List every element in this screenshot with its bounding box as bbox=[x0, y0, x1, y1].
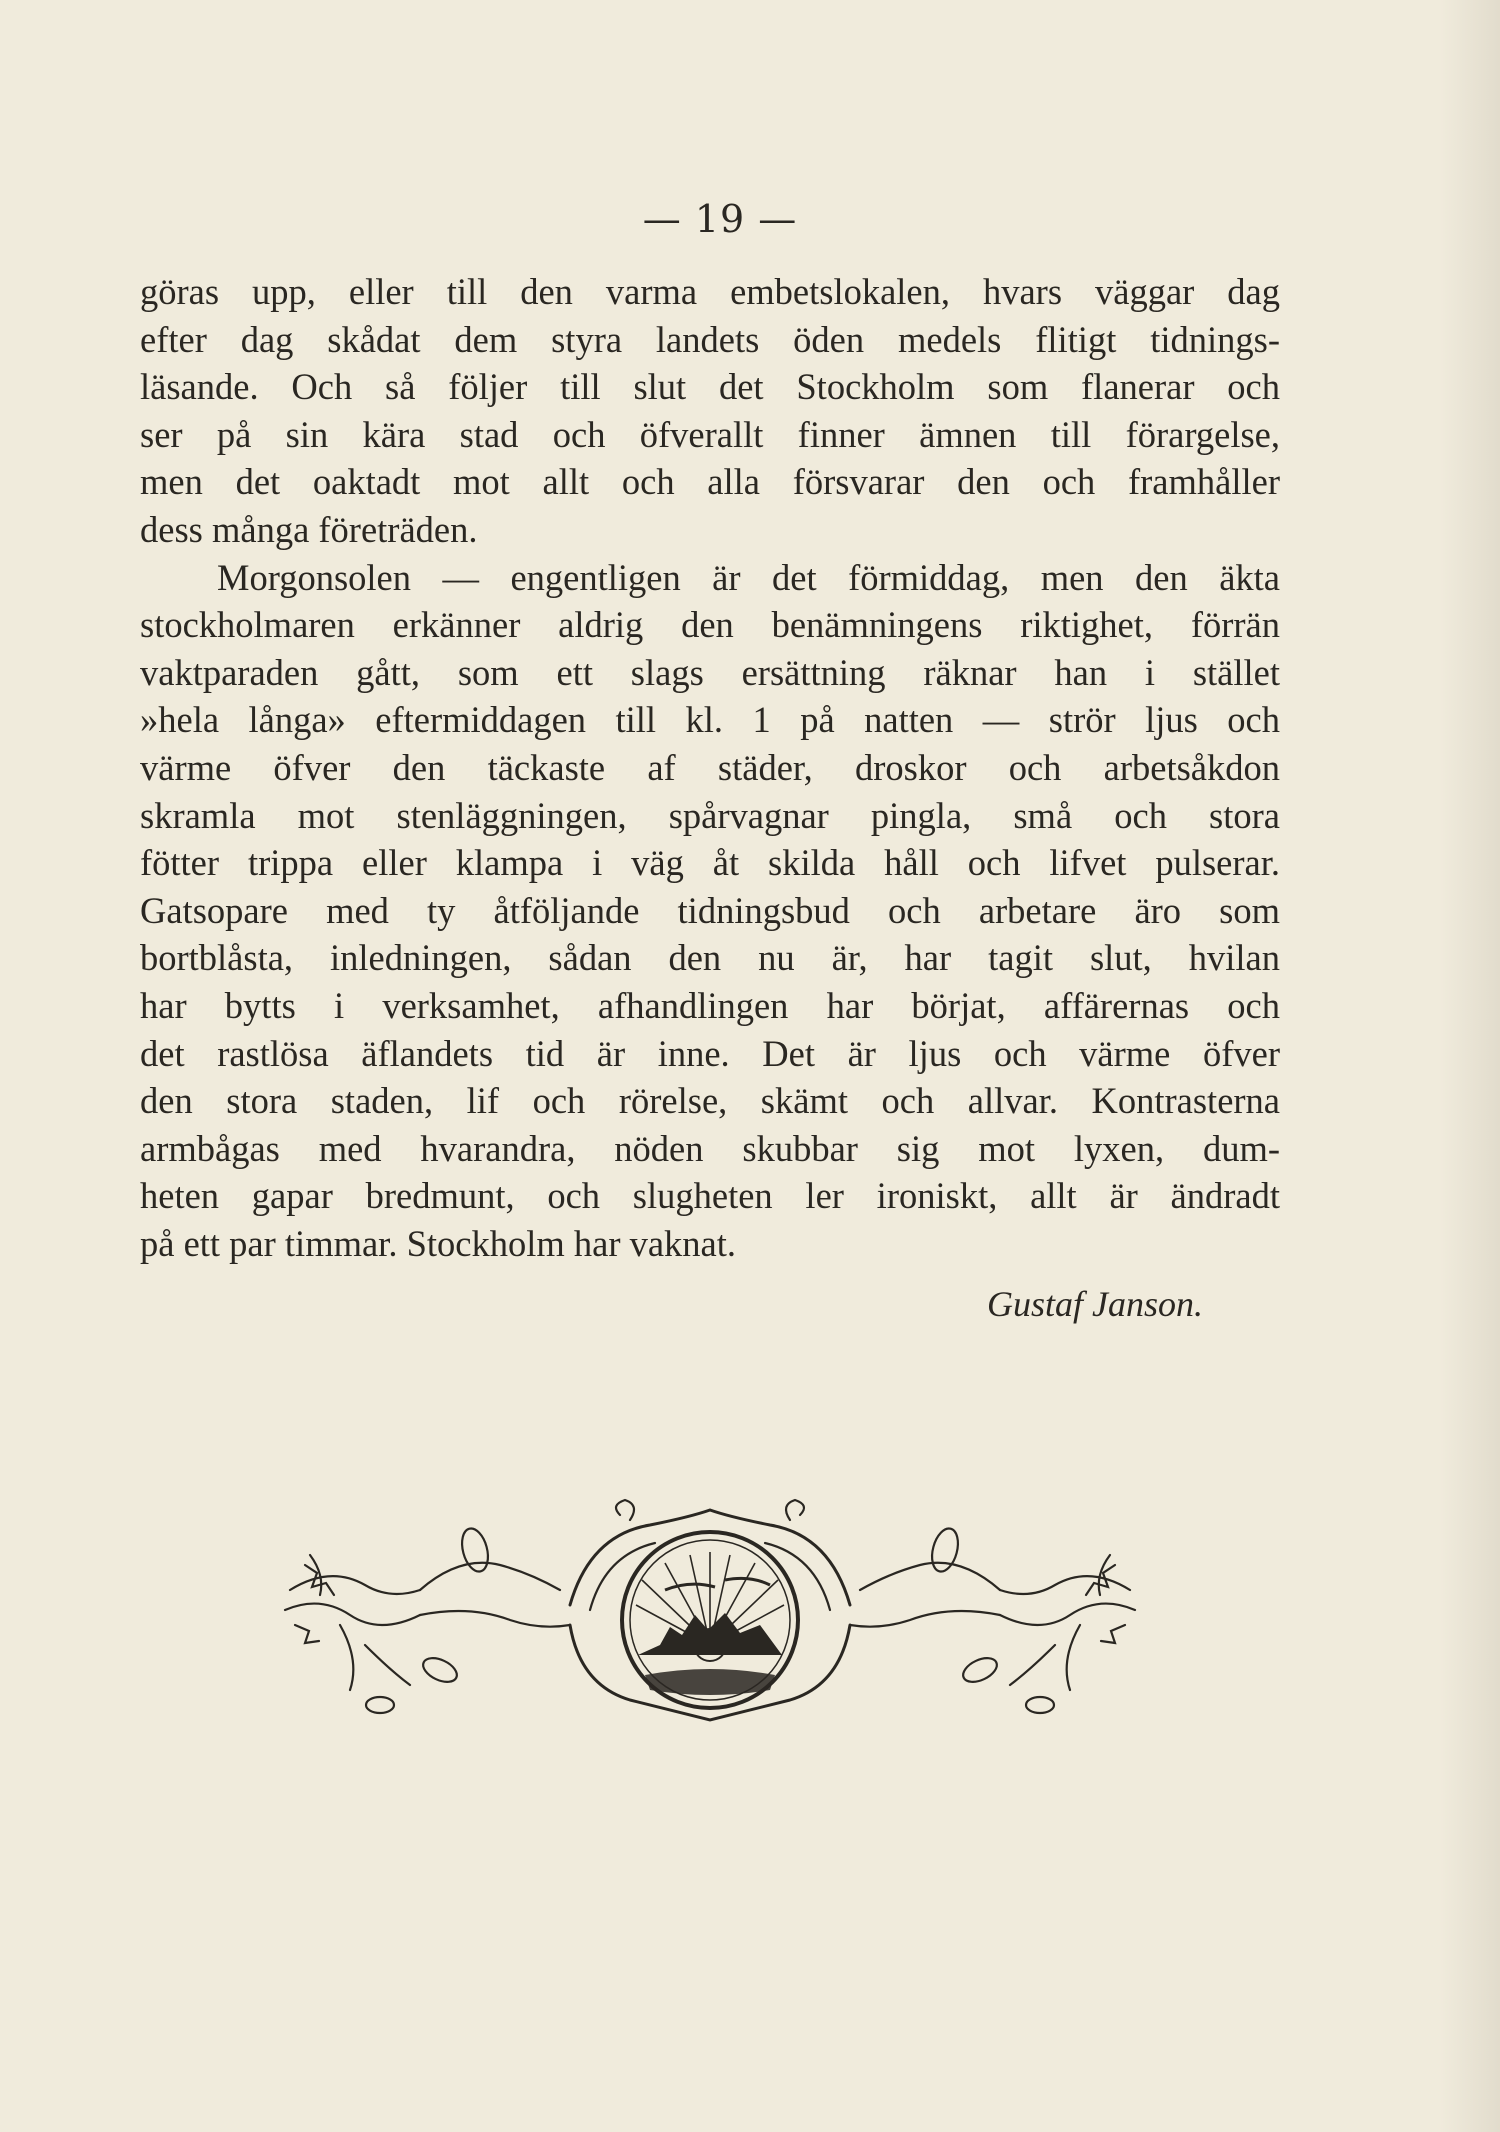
text-line: armbågas med hvarandra, nöden skubbar sig mot lyxen, dum- bbox=[140, 1127, 1280, 1169]
page-number: — 19 — bbox=[642, 197, 798, 241]
text-line: läsande. Och så följer till slut det Stockholm som flanerar och bbox=[140, 366, 1280, 408]
text-line: på ett par timmar. Stockholm har vaknat. bbox=[140, 1222, 737, 1264]
text-line: skramla mot stenläggningen, spårvagnar pingla, små och stora bbox=[140, 794, 1280, 836]
text-line: fötter trippa eller klampa i väg åt skilda håll och lifvet pulserar. bbox=[140, 842, 1280, 884]
text-line: det rastlösa äflandets tid är inne. Det är ljus och värme öfver bbox=[140, 1032, 1280, 1074]
text-line: värme öfver den täckaste af städer, droskor och arbetsåkdon bbox=[140, 746, 1280, 788]
body-text bbox=[140, 268, 1280, 1267]
text-line: vaktparaden gått, som ett slags ersättning räknar han i stället bbox=[140, 651, 1280, 693]
text-line: har bytts i verksamhet, afhandlingen har börjat, affärernas och bbox=[140, 984, 1280, 1026]
text-line: göras upp, eller till den varma embetslokalen, hvars väggar dag bbox=[140, 271, 1280, 312]
author-signature: Gustaf Janson. bbox=[987, 1284, 1203, 1324]
page-edge-shadow bbox=[1440, 0, 1500, 2132]
text-line: stockholmaren erkänner aldrig den benämningens riktighet, förrän bbox=[140, 604, 1280, 646]
text-line: Gatsopare med ty åtföljande tidningsbud och arbetare äro som bbox=[140, 889, 1280, 931]
text-line: efter dag skådat dem styra landets öden medels flitigt tidnings- bbox=[140, 318, 1280, 360]
floral-vignette-icon bbox=[270, 1495, 1150, 1735]
text-line: Morgonsolen — engentligen är det förmiddag, men den äkta bbox=[217, 556, 1280, 598]
text-line: ser på sin kära stad och öfverallt finner ämnen till förargelse, bbox=[140, 413, 1280, 455]
text-line: men det oaktadt mot allt och alla försvarar den och framhåller bbox=[140, 461, 1280, 503]
text-line: heten gapar bredmunt, och slugheten ler ironiskt, allt är ändradt bbox=[140, 1175, 1280, 1217]
text-line: bortblåsta, inledningen, sådan den nu är, har tagit slut, hvilan bbox=[140, 937, 1280, 979]
text-line: dess många företräden. bbox=[140, 508, 478, 550]
text-line: »hela långa» eftermiddagen till kl. 1 på natten — strör ljus och bbox=[140, 699, 1280, 741]
text-line: den stora staden, lif och rörelse, skämt och allvar. Kontrasterna bbox=[140, 1080, 1280, 1122]
